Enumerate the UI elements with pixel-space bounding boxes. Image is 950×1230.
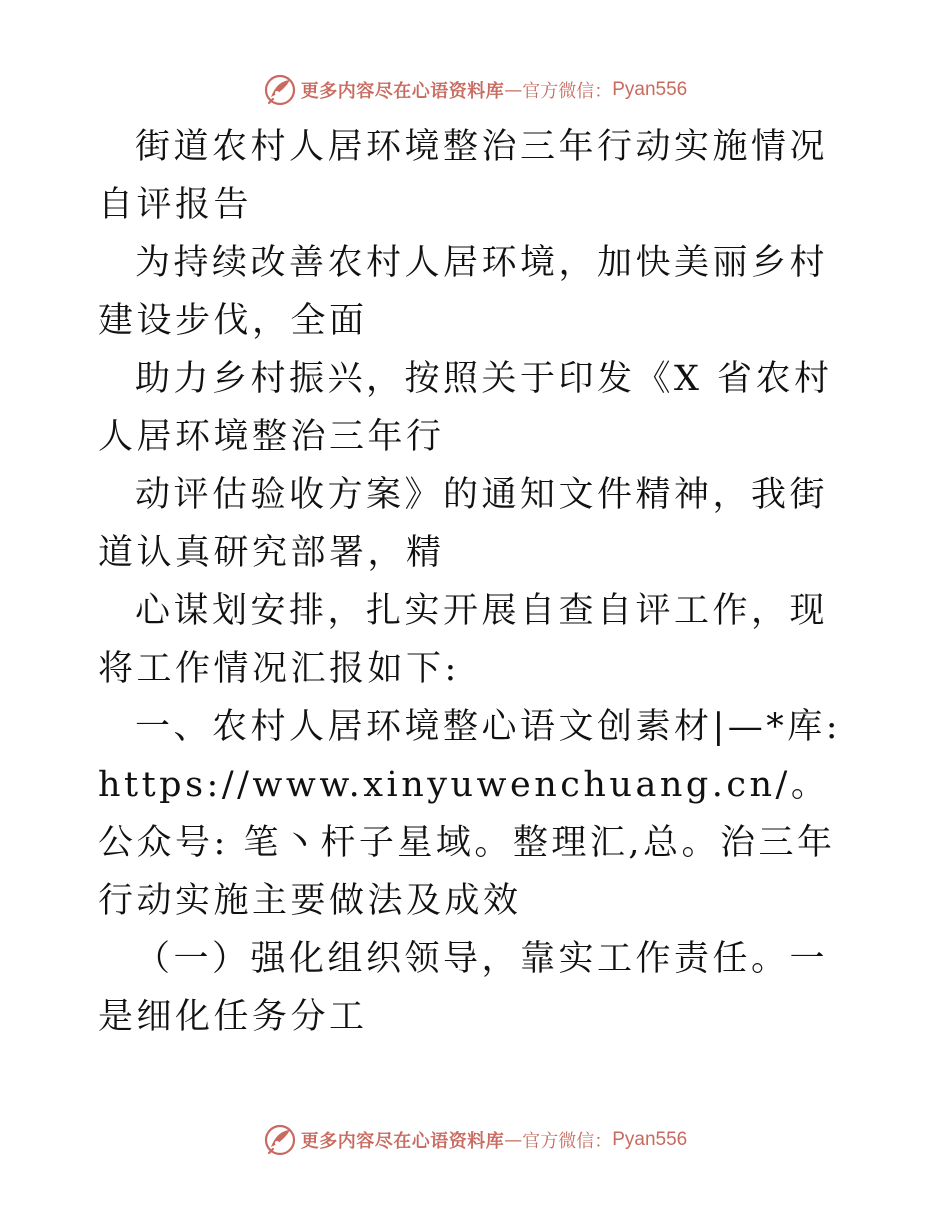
- paragraph-2: 助力乡村振兴，按照关于印发《X 省农村人居环境整治三年行: [98, 359, 833, 457]
- paragraph-3: 动评估验收方案》的通知文件精神，我街道认真研究部署，精: [98, 475, 829, 573]
- paragraph-1: 为持续改善农村人居环境，加快美丽乡村建设步伐，全面: [98, 243, 829, 341]
- paragraph-6: （一）强化组织领导，靠实工作责任。一是细化任务分工: [98, 939, 829, 1037]
- banner-official-label: 官方微信：: [522, 81, 613, 102]
- footer-watermark-banner: [0, 1120, 950, 1160]
- document-title: 街道农村人居环境整治三年行动实施情况自评报告: [98, 127, 829, 225]
- header-watermark-banner: [0, 70, 950, 110]
- paragraph-4: 心谋划安排，扎实开展自查自评工作，现将工作情况汇报如下:: [98, 591, 829, 689]
- banner-dash: —: [504, 1129, 523, 1151]
- banner-official-label: 官方微信：: [522, 1131, 613, 1152]
- brand-logo-icon: [263, 73, 297, 107]
- paragraph-5: 一、农村人居环境整心语文创素材|—*库: https://www.xinyuwenchuang.cn/。公众号: 笔丶杆子星域。整理汇,总。治三年行动实施主要做法及成效: [98, 707, 842, 921]
- document-body: [98, 118, 858, 1046]
- banner-wechat-id: Pyan556: [612, 79, 688, 100]
- banner-wechat-id: Pyan556: [612, 1129, 688, 1150]
- brand-logo-icon: [263, 1123, 297, 1157]
- banner-promo-text: 更多内容尽在心语资料库: [300, 1131, 505, 1152]
- banner-promo-text: 更多内容尽在心语资料库: [300, 81, 505, 102]
- banner-dash: —: [504, 79, 523, 101]
